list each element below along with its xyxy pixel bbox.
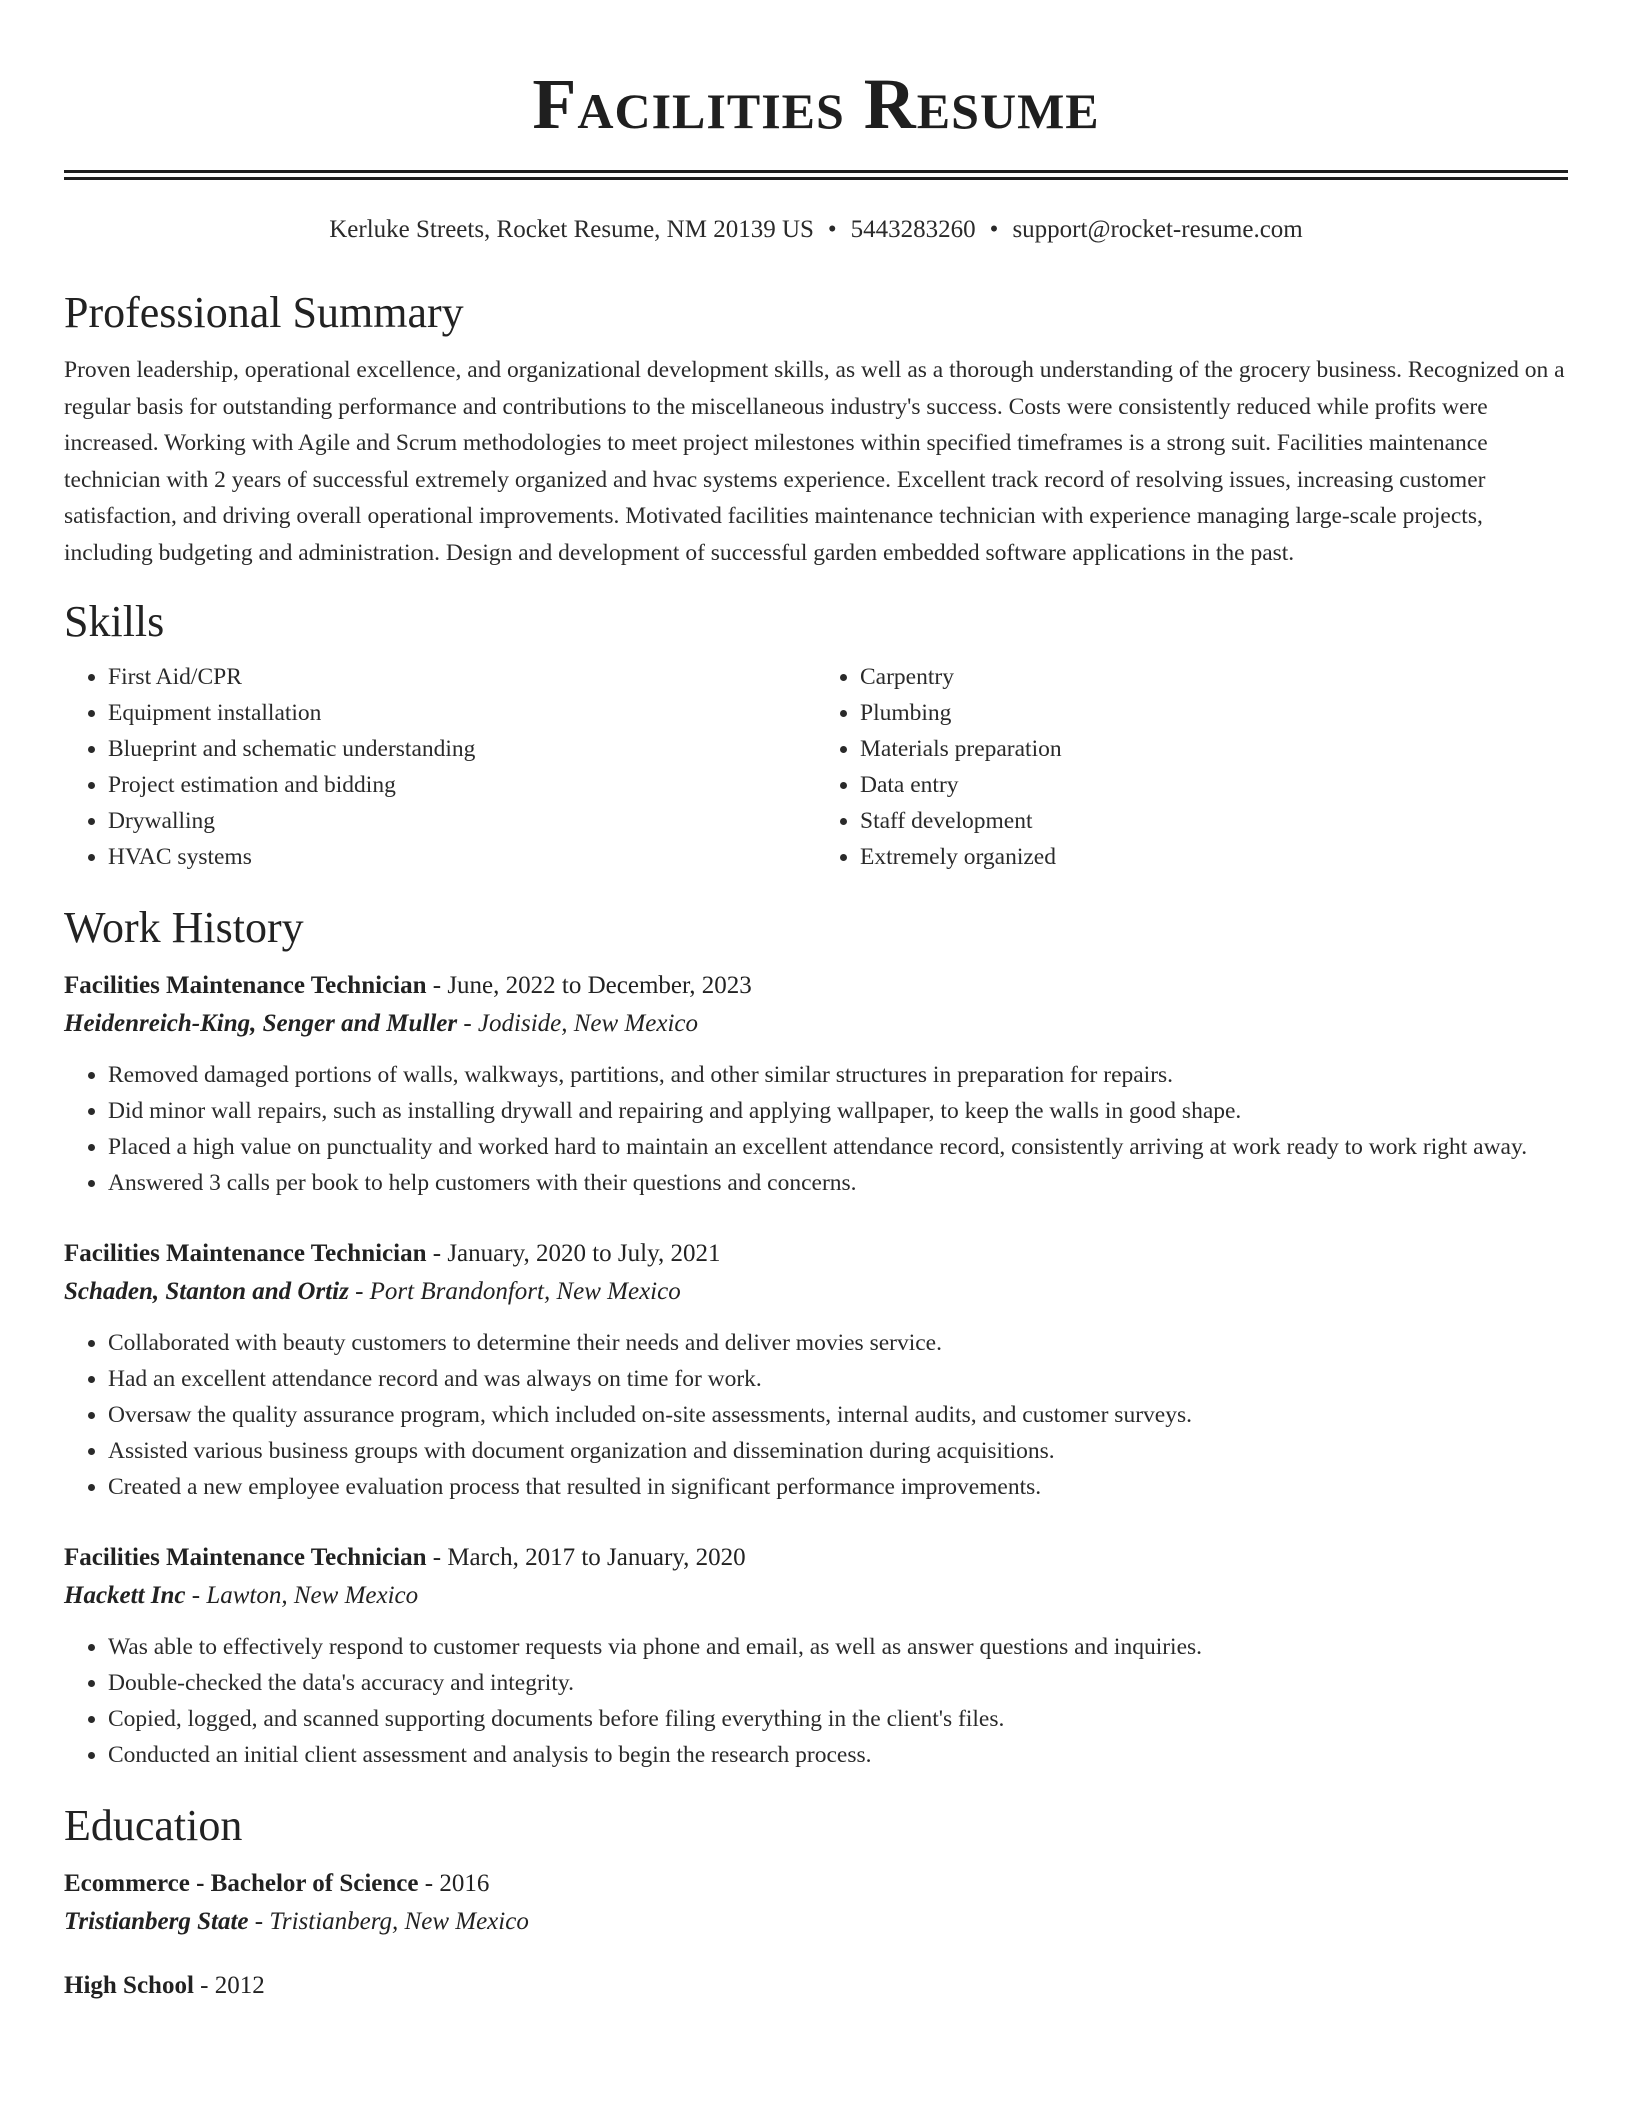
job-bullet: • Conducted an initial client assessment and analysis to begin the research process.: [108, 1737, 1568, 1773]
skill-item: • Materials preparation: [860, 731, 1568, 767]
education-entry: [64, 1967, 1568, 2005]
skill-item: • HVAC systems: [108, 839, 816, 875]
skill-item: • Staff development: [860, 803, 1568, 839]
skills-list-left: [64, 659, 816, 875]
job-bullets: [64, 1057, 1568, 1201]
job-bullet: • Created a new employee evaluation process that resulted in significant performance improvements.: [108, 1469, 1568, 1505]
job-dash: -: [426, 1240, 448, 1267]
job-dash: -: [348, 1278, 370, 1305]
education-dash: -: [418, 1870, 440, 1897]
education-degree: High School: [64, 1972, 194, 1999]
job-bullet: • Oversaw the quality assurance program, which included on-site assessments, internal audits, and customer surveys.: [108, 1397, 1568, 1433]
job-dates: March, 2017 to January, 2020: [447, 1544, 746, 1571]
summary-heading: Professional Summary: [64, 288, 464, 337]
resume-title: Facilities Resume: [532, 64, 1100, 144]
job-dash: -: [426, 1544, 448, 1571]
job-title: Facilities Maintenance Technician: [64, 1240, 427, 1267]
job-company-line: [64, 1005, 1568, 1043]
skill-item: • Blueprint and schematic understanding: [108, 731, 816, 767]
contact-line: [64, 214, 1568, 246]
summary-text: Proven leadership, operational excellence, and organizational development skills, as well as a thorough understanding of the grocery business. Recognized on a regular basis for outstanding performance and contributions to the miscellaneous industry's success. Costs were consistently reduced while profits were increased. Working with Agile and Scrum methodologies to meet project milestones within specified timeframes is a strong suit. Facilities maintenance technician with 2 years of successful extremely organized and hvac systems experience. Excellent track record of resolving issues, increasing customer satisfaction, and driving overall operational improvements. Motivated facilities maintenance technician with experience managing large-scale projects, including budgeting and administration. Design and development of successful garden embedded software applications in the past.: [64, 357, 1565, 566]
job-bullet: • Had an excellent attendance record and was always on time for work.: [108, 1361, 1568, 1397]
job-location: Port Brandonfort, New Mexico: [369, 1278, 681, 1305]
job-company-line: [64, 1577, 1568, 1615]
contact-separator: •: [989, 216, 999, 243]
title-double-rule: [64, 170, 1568, 180]
job-company: Hackett Inc: [64, 1582, 186, 1609]
skill-item: • First Aid/CPR: [108, 659, 816, 695]
job-company-line: [64, 1273, 1568, 1311]
skill-item: • Project estimation and bidding: [108, 767, 816, 803]
job-entry: [64, 1235, 1568, 1505]
education-degree-line: [64, 1865, 1568, 1903]
job-bullet: • Did minor wall repairs, such as installing drywall and repairing and applying wallpaper, to keep the walls in good shape.: [108, 1093, 1568, 1129]
skill-item: • Data entry: [860, 767, 1568, 803]
job-company: Schaden, Stanton and Ortiz: [64, 1278, 349, 1305]
education-school-line: [64, 1903, 1568, 1941]
education-year: 2012: [214, 1972, 265, 1999]
job-bullet: • Was able to effectively respond to customer requests via phone and email, as well as answer questions and inquiries.: [108, 1629, 1568, 1665]
job-dash: -: [457, 1010, 478, 1037]
job-title: Facilities Maintenance Technician: [64, 972, 427, 999]
job-bullet: • Double-checked the data's accuracy and integrity.: [108, 1665, 1568, 1701]
job-dash: -: [185, 1582, 207, 1609]
education-degree: Ecommerce - Bachelor of Science: [64, 1870, 419, 1897]
job-title-line: [64, 967, 1568, 1005]
job-entry: [64, 1539, 1568, 1773]
education-dash: -: [193, 1972, 215, 1999]
skills-list-right: [816, 659, 1568, 875]
education-degree-line: [64, 1967, 1568, 2005]
job-bullet: • Assisted various business groups with document organization and dissemination during acquisitions.: [108, 1433, 1568, 1469]
job-dates: January, 2020 to July, 2021: [447, 1240, 721, 1267]
job-bullets: [64, 1629, 1568, 1773]
job-bullet: • Collaborated with beauty customers to determine their needs and deliver movies service.: [108, 1325, 1568, 1361]
skills-heading: Skills: [64, 597, 165, 646]
skill-item: • Equipment installation: [108, 695, 816, 731]
education-year: 2016: [439, 1870, 490, 1897]
job-bullet: • Answered 3 calls per book to help customers with their questions and concerns.: [108, 1165, 1568, 1201]
contact-address: Kerluke Streets, Rocket Resume, NM 20139 US: [329, 216, 814, 243]
job-bullet: • Placed a high value on punctuality and worked hard to maintain an excellent attendance record, consistently arriving at work ready to work right away.: [108, 1129, 1568, 1165]
education-entry: [64, 1865, 1568, 1941]
skills-columns: [64, 659, 1568, 875]
skill-item: • Extremely organized: [860, 839, 1568, 875]
job-location: Lawton, New Mexico: [206, 1582, 419, 1609]
education-school: Tristianberg State: [64, 1908, 249, 1935]
job-bullet: • Copied, logged, and scanned supporting documents before filing everything in the client's files.: [108, 1701, 1568, 1737]
job-location: Jodiside, New Mexico: [477, 1010, 698, 1037]
job-title-line: [64, 1235, 1568, 1273]
skill-item: • Carpentry: [860, 659, 1568, 695]
job-entry: [64, 967, 1568, 1201]
job-title-line: [64, 1539, 1568, 1577]
job-title: Facilities Maintenance Technician: [64, 1544, 427, 1571]
job-company: Heidenreich-King, Senger and Muller: [64, 1010, 458, 1037]
education-dash: -: [248, 1908, 270, 1935]
contact-separator: •: [827, 216, 837, 243]
contact-email[interactable]: support@rocket-resume.com: [1012, 216, 1303, 243]
job-dash: -: [426, 972, 448, 999]
skill-item: • Drywalling: [108, 803, 816, 839]
skill-item: • Plumbing: [860, 695, 1568, 731]
job-dates: June, 2022 to December, 2023: [447, 972, 752, 999]
job-bullet: • Removed damaged portions of walls, walkways, partitions, and other similar structures in preparation for repairs.: [108, 1057, 1568, 1093]
education-heading: Education: [64, 1801, 243, 1850]
education-location: Tristianberg, New Mexico: [269, 1908, 529, 1935]
contact-phone: 5443283260: [850, 216, 976, 243]
job-bullets: [64, 1325, 1568, 1505]
work-history-heading: Work History: [64, 903, 304, 952]
